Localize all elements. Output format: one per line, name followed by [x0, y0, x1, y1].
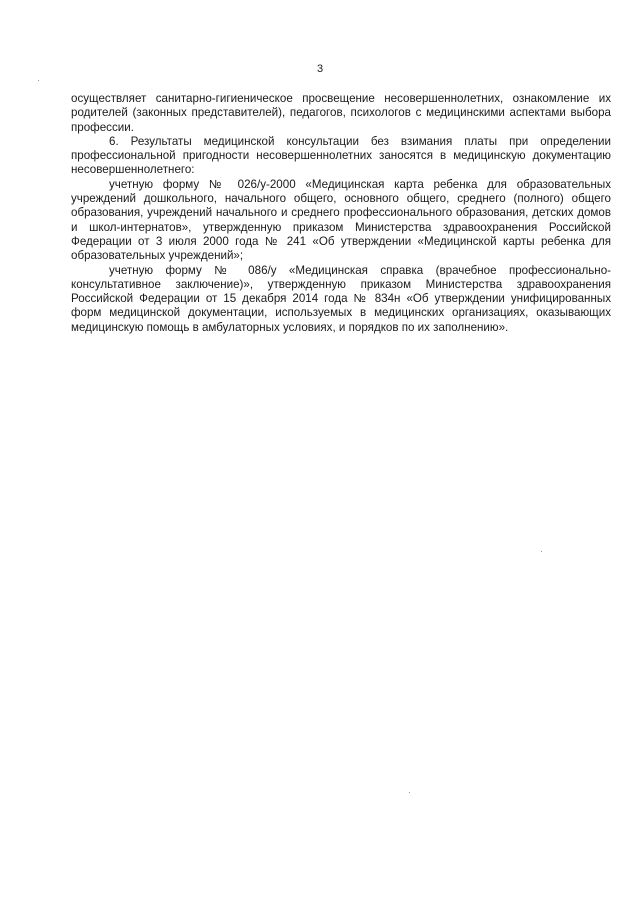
scan-speck [38, 80, 39, 81]
scan-speck [409, 792, 410, 793]
paragraph-form-026: учетную форму № 026/у-2000 «Медицинская карта ребенка для образовательных учреждений дошкольного, начального общего, основного общего, среднего (полного) общего образования, учреждений начального и среднего профессионального образования, детских домов и школ-интернатов», утвержденную приказом Министерства здравоохранения Российской Федерации от 3 июля 2000 года № 241 «Об утверждении «Медицинской карты ребенка для образовательных учреждений»; [71, 177, 611, 263]
paragraph-hygiene-education: осуществляет санитарно-гигиеническое просвещение несовершеннолетних, ознакомление их родителей (законных представителей), педагогов, психологов с медицинскими аспектами выбора профессии. [71, 92, 611, 134]
document-body [71, 92, 611, 335]
paragraph-consultation-results: 6. Результаты медицинской консультации без взимания платы при определении профессиональной пригодности несовершеннолетних заносятся в медицинскую документацию несовершеннолетнего: [71, 134, 611, 177]
scan-speck [541, 551, 542, 552]
paragraph-form-086: учетную форму № 086/у «Медицинская справка (врачебное профессионально-консультативное заключение)», утвержденную приказом Министерства здравоохранения Российской Федерации от 15 декабря 2014 года № 834н «Об утверждении унифицированных форм медицинской документации, используемых в медицинских организациях, оказывающих медицинскую помощь в амбулаторных условиях, и порядков по их заполнению». [71, 263, 611, 334]
page-number: 3 [316, 63, 324, 75]
